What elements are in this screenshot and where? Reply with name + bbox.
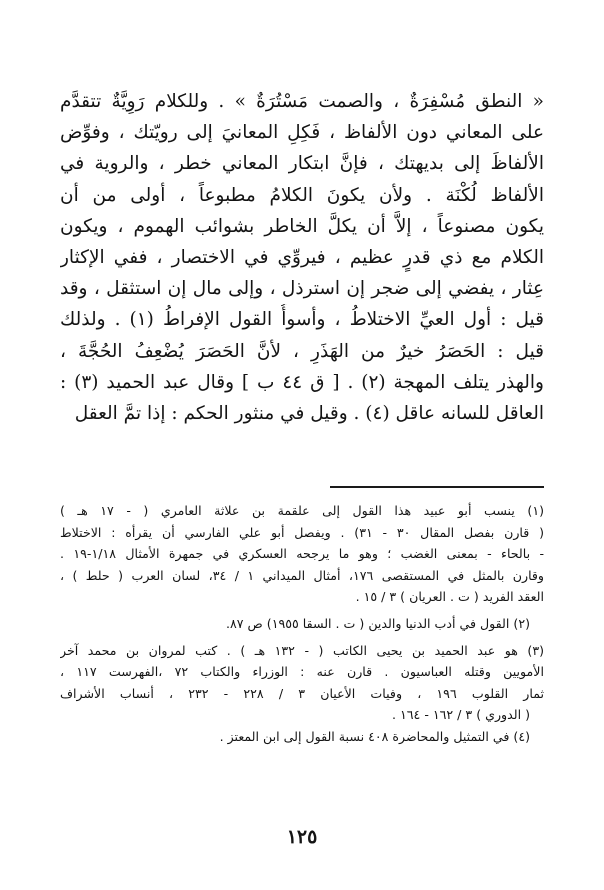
page-number: ١٢٥ <box>286 826 318 848</box>
footnote-line: (٢) القول في أدب الدنيا والدين ( ت . السقا ١٩٥٥) ص ٨٧. <box>225 615 530 631</box>
main-text-line: قيل : الحَصَرُ خيرٌ من الهَذَرِ ، لأنَّ الحَصَرَ يُضْعِفُ الحُجَّةَ ، <box>60 340 544 362</box>
footnote-line: وقارن بالمثل في المستقصى ١٧٦، أمثال الميداني ١ / ٣٤، لسان العرب ( حلط ) ، <box>60 567 544 583</box>
footnote-line: - بالحاء - بمعنى الغضب ؛ وهو ما يرجحه العسكري في جمهرة الأمثال ١/١٨-١٩ . <box>60 546 544 562</box>
main-text-line: والهذر يتلف المهجة (٢) . [ ق ٤٤ ب ] وقال عبد الحميد (٣) : <box>60 371 544 393</box>
main-text-line: يكون مصنوعاً ، إلاَّ أن يكلَّ الخاطر بشوائب الهموم ، ويكون <box>60 215 544 237</box>
footnote-line: ( الدوري ) ٣ / ١٦٢ - ١٦٤ . <box>392 707 530 723</box>
footnote-line: (٣) هو عبد الحميد بن يحيى الكاتب ( - ١٣٢ هـ ) . كتب لمروان بن محمد آخر <box>60 642 544 658</box>
main-text-line: على المعاني دون الألفاظ ، فَكِلِ المعانيَ إلى رويّتك ، وفوِّض <box>60 122 544 144</box>
footnote-line: (٤) في التمثيل والمحاضرة ٤٠٨ نسبة القول إلى ابن المعتز . <box>219 728 530 744</box>
main-text-line: الكلام مع ذي قدرٍ عظيم ، فيروِّي في الاختصار ، ففي الإكثار <box>60 246 544 268</box>
main-text-block <box>60 86 544 429</box>
main-text-line: عِثار ، يفضي إلى ضجر إن استرذل ، وإلى مال إن استثقل ، وقد <box>60 278 544 300</box>
main-text-line: الألفاظَ إلى بديهتك ، فإنَّ ابتكار المعاني خطر ، والروية في <box>60 153 544 175</box>
footnote-line: العقد الفريد ( ت . العريان ) ٣ / ١٥ . <box>355 589 544 605</box>
main-text-line: « النطق مُسْفِرَةٌ ، والصمت مَسْتُرَةٌ » . وللكلام رَوِيَّةٌ تتقدَّم <box>60 91 544 112</box>
main-text-line: قيل : أول العيِّ الاختلاطُ ، وأسوأُ القول الإفراطُ (١) . ولذلك <box>60 309 544 331</box>
footnote-line: الأمويين وقتله العباسيون . قارن عنه : الوزراء والكتاب ٧٢ ،الفهرست ١١٧ ، <box>60 664 544 680</box>
main-text-line: العاقل للسانه عاقل (٤) . وقيل في منثور الحكم : إذا تمَّ العقل <box>74 402 544 424</box>
main-text-line: الألفاظ لُكْنَة . ولأن يكونَ الكلامُ مطبوعاً ، أولى من أن <box>60 184 544 206</box>
footnote-separator <box>330 486 544 488</box>
footnote-line: ثمار القلوب ١٩٦ ، وفيات الأعيان ٣ / ٢٢٨ - ٢٣٢ ، أنساب الأشراف <box>60 685 544 701</box>
footnote-line: (١) ينسب أبو عبيد هذا القول إلى علقمة بن علاثة العامري ( - ١٧ هـ ) <box>60 503 544 518</box>
footnotes-block <box>60 500 544 748</box>
footnote-line: ( قارن بفصل المقال ٣٠ - ٣١) . ويفصل أبو علي الفارسي أن يقرأه : الاختلاط <box>60 524 544 540</box>
